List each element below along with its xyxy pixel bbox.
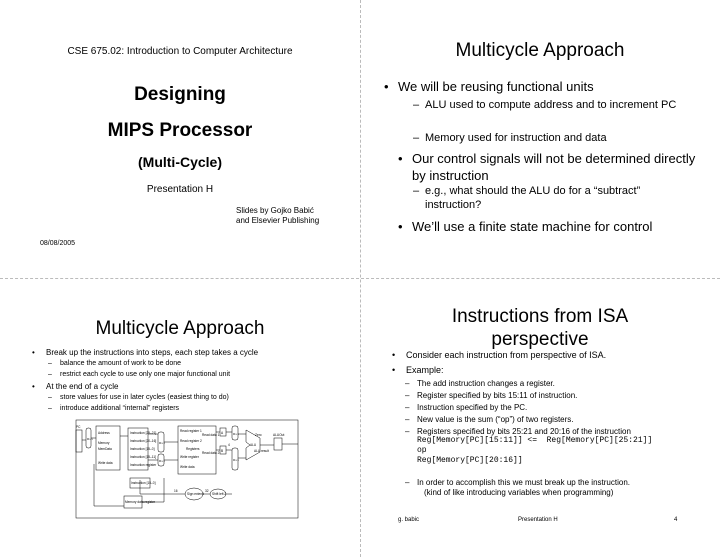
four-label: 4 (228, 443, 230, 447)
bullet-2 (46, 382, 336, 391)
w16-label: 16 (174, 489, 178, 493)
ir-b-label: Instruction [20–16] (130, 439, 157, 443)
sub-bullet-4-text: New value is the sum (“op”) of two registers. (417, 415, 574, 424)
code-line-3: Reg[Memory[PC][20:16]] (417, 456, 523, 465)
sub-bullet-1b-text: restrict each cycle to use only one major functional unit (60, 371, 231, 378)
bullet-2 (412, 150, 712, 184)
alu-result-label: ALU result (254, 449, 269, 453)
slide-3 (0, 278, 360, 557)
mux-label-4: M u x (233, 433, 239, 436)
pc-label: PC (76, 425, 81, 429)
rd2-label: Read data 2 (202, 451, 220, 455)
sub-bullet-2b-text: introduce additional “internal” registers (60, 405, 180, 412)
sub-bullet-1-text: The add instruction changes a register. (417, 379, 555, 388)
sub-bullet-2-text: Register specified by bits 15:11 of instruction. (417, 391, 578, 400)
bullet-2-text: At the end of a cycle (46, 382, 119, 391)
bullet-3 (412, 219, 717, 234)
sub-bullet-1b (425, 132, 705, 144)
address-label: Address (98, 431, 110, 435)
bullet-3-text: We’ll use a finite state machine for control (412, 219, 653, 234)
slide-4 (360, 278, 720, 557)
b-label: B (221, 449, 224, 453)
sub-bullet-1a-text: balance the amount of work to be done (60, 360, 182, 367)
aluout-label: ALUOut (273, 433, 285, 437)
code-line-1: Reg[Memory[PC][15:11]] <= Reg[Memory[PC][25:21]] (417, 436, 653, 445)
wr-label: Write register (180, 455, 199, 459)
sub-bullet-6-text: In order to accomplish this we must break up the instruction. (417, 478, 630, 487)
ir-c-label: Instruction [15–0] (130, 447, 155, 451)
mux-label-5: M u x (233, 459, 239, 462)
presentation-label: Presentation H (146, 184, 214, 195)
slide-2 (360, 0, 720, 278)
sub-bullet-2a-text: e.g., what should the ALU do for a “subtract” instruction? (425, 185, 641, 211)
ir-reg-label: Instruction register (130, 463, 157, 467)
course-title: CSE 675.02: Introduction to Computer Architecture (67, 46, 293, 57)
sub-bullet-3 (417, 403, 707, 412)
sub-bullet-2b (60, 405, 350, 412)
sub-bullet-6 (417, 478, 707, 487)
sub-bullet-1 (417, 379, 707, 388)
a-label: A (221, 431, 224, 435)
shift-label: Shift left 2 (212, 492, 227, 496)
code-line-2: op (417, 446, 427, 455)
sub-bullet-2a-text: store values for use in later cycles (easiest thing to do) (60, 394, 229, 401)
credit-line-1: Slides by Gojko Babić (236, 206, 314, 215)
sign-extend-label: Sign extend (187, 492, 204, 496)
rd1-label: Read data 1 (202, 433, 220, 437)
date: 08/08/2005 (40, 240, 76, 247)
bullet-1-text: We will be reusing functional units (398, 79, 594, 94)
title-multicycle: (Multi-Cycle) (138, 154, 222, 170)
bullet-1 (46, 348, 346, 357)
credit-line-2: and Elsevier Publishing (236, 216, 320, 225)
mux-label-2: M u x (159, 442, 165, 445)
writedata-label: Write data (98, 461, 113, 465)
footer-presentation: Presentation H (518, 517, 558, 523)
sub-bullet-1b (60, 371, 350, 378)
memory-label: Memory (98, 441, 110, 445)
bullet-1-text: Break up the instructions into steps, each step takes a cycle (46, 348, 259, 357)
sub-bullet-5 (417, 427, 707, 436)
sub-bullet-2a (60, 394, 350, 401)
slide-title: Multicycle Approach (95, 318, 265, 339)
mdr-label: Memory data register (125, 500, 156, 504)
alu-label: ALU (250, 443, 257, 447)
slide-1 (0, 0, 360, 278)
sub-bullet-4 (417, 415, 707, 424)
slide-title: Multicycle Approach (455, 40, 625, 61)
mux-label-3: M u x (159, 460, 165, 463)
title-mips: MIPS Processor (107, 120, 253, 141)
bullet-2 (406, 365, 706, 375)
sub-bullet-6-cont: (kind of like introducing variables when programming) (424, 488, 614, 497)
sub-bullet-2 (417, 391, 707, 400)
datapath-diagram (74, 418, 304, 524)
ir-a-label: Instruction [25–21] (130, 431, 157, 435)
sub-bullet-5-text: Registers specified by bits 25:21 and 20:16 of the instruction (417, 427, 631, 436)
rr2-label: Read register 2 (180, 439, 202, 443)
title-designing: Designing (134, 84, 226, 105)
ir-d-label: Instruction [15–11] (130, 455, 156, 459)
bullet-1 (398, 79, 713, 94)
w32-label: 32 (205, 489, 209, 493)
mux-label-1: M u x (87, 438, 93, 441)
sub-bullet-1a (425, 98, 685, 112)
memdata-label: MemData (98, 447, 112, 451)
slide-title-line-2: perspective (491, 329, 589, 350)
sub-bullet-3-text: Instruction specified by the PC. (417, 403, 528, 412)
wd-label: Write data (180, 465, 195, 469)
zero-label: Zero (255, 433, 262, 437)
sub-bullet-1a (60, 360, 350, 367)
registers-label: Registers (186, 447, 200, 451)
footer-page-number: 4 (674, 517, 678, 523)
sub-bullet-1a-text: ALU used to compute address and to increment PC (425, 99, 677, 111)
bullet-1 (406, 350, 706, 360)
rr1-label: Read register 1 (180, 429, 202, 433)
footer-author: g. babic (398, 517, 420, 523)
ir-e-label: Instruction [15–0] (131, 481, 156, 485)
sub-bullet-2a (425, 184, 685, 212)
bullet-2-text: Example: (406, 365, 444, 375)
sub-bullet-1b-text: Memory used for instruction and data (425, 132, 607, 144)
slide-title-line-1: Instructions from ISA (451, 306, 629, 327)
bullet-2-text: Our control signals will not be determined directly by instruction (412, 151, 696, 183)
bullet-1-text: Consider each instruction from perspective of ISA. (406, 350, 607, 360)
